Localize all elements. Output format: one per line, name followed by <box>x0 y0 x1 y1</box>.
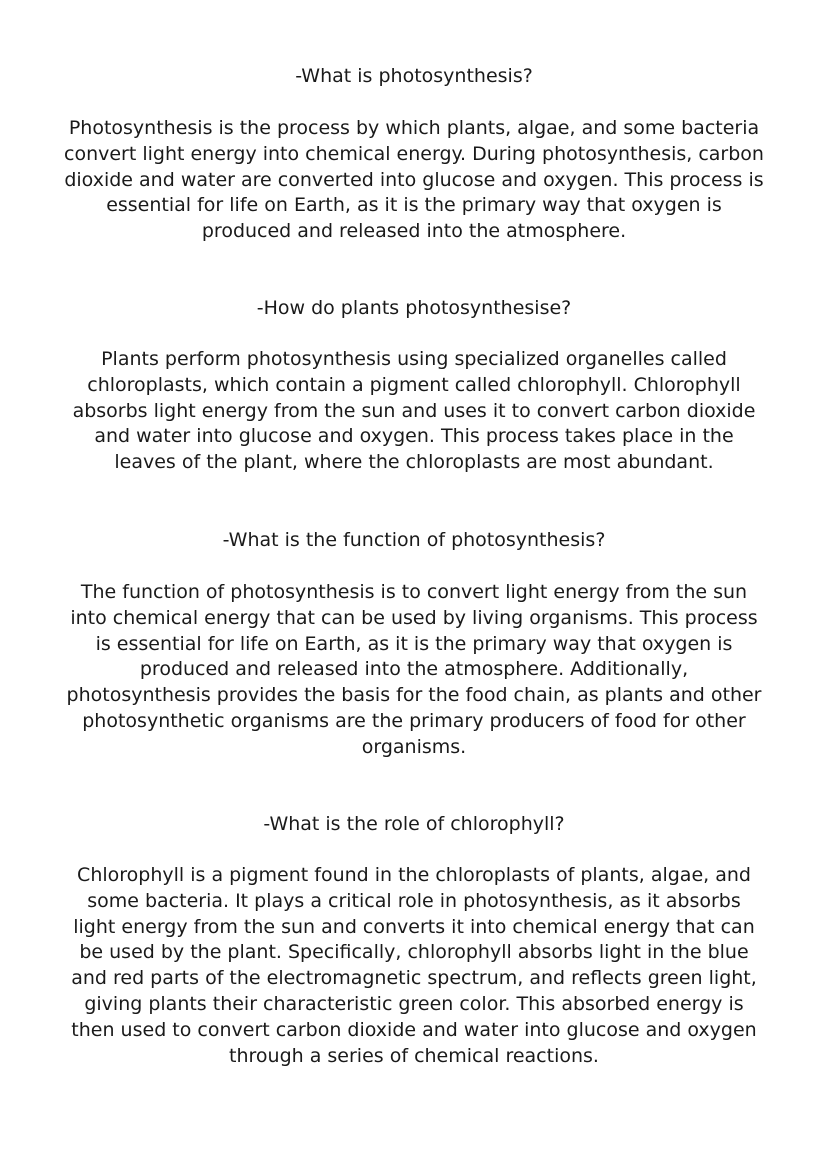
paragraph-line: be used by the plant. Specifically, chlorophyll absorbs light in the blue <box>79 941 749 964</box>
paragraph-line: giving plants their characteristic green color. This absorbed energy is <box>84 992 744 1015</box>
paragraph-line: and water into glucose and oxygen. This process takes place in the <box>94 425 734 448</box>
paragraph-line: organisms. <box>361 735 467 758</box>
section-heading-chlorophyll: -What is the role of chlorophyll? <box>263 813 565 835</box>
paragraph-line: Plants perform photosynthesis using specialized organelles called <box>101 348 727 370</box>
paragraph-line: Photosynthesis is the process by which plants, algae, and some bacteria <box>68 117 760 139</box>
paragraph-line: The function of photosynthesis is to convert light energy from the sun <box>80 581 748 603</box>
paragraph-line: into chemical energy that can be used by living organisms. This process <box>70 606 758 629</box>
paragraph-line: produced and released into the atmosphere. <box>201 220 627 243</box>
paragraph-line: and red parts of the electromagnetic spectrum, and reflects green light, <box>71 967 757 990</box>
paragraph-line: photosynthetic organisms are the primary producers of food for other <box>82 709 746 732</box>
section-heading-function: -What is the function of photosynthesis? <box>222 529 606 551</box>
paragraph-line: chloroplasts, which contain a pigment called chlorophyll. Chlorophyll <box>87 373 741 396</box>
section-paragraph-chlorophyll <box>40 863 788 1069</box>
section-heading-how-plants: -How do plants photosynthesise? <box>256 297 572 319</box>
paragraph-line: then used to convert carbon dioxide and water into glucose and oxygen <box>71 1018 757 1041</box>
paragraph-line: light energy from the sun and converts it into chemical energy that can <box>73 915 755 938</box>
paragraph-line: leaves of the plant, where the chloroplasts are most abundant. <box>114 451 714 474</box>
paragraph-line: some bacteria. It plays a critical role in photosynthesis, as it absorbs <box>87 889 741 912</box>
paragraph-line: dioxide and water are converted into glucose and oxygen. This process is <box>64 168 764 191</box>
paragraph-line: photosynthesis provides the basis for the food chain, as plants and other <box>66 684 762 707</box>
paragraph-line: essential for life on Earth, as it is the primary way that oxygen is <box>106 194 722 217</box>
paragraph-line: through a series of chemical reactions. <box>229 1044 599 1067</box>
section-paragraph-how-plants <box>40 347 788 476</box>
section-paragraph-photosynthesis <box>40 116 788 245</box>
paragraph-line: produced and released into the atmosphere. Additionally, <box>139 658 689 681</box>
paragraph-line: absorbs light energy from the sun and uses it to convert carbon dioxide <box>72 399 756 422</box>
paragraph-line: Chlorophyll is a pigment found in the chloroplasts of plants, algae, and <box>77 864 751 886</box>
paragraph-line: is essential for life on Earth, as it is the primary way that oxygen is <box>95 632 733 655</box>
section-heading-photosynthesis: -What is photosynthesis? <box>295 65 533 87</box>
section-paragraph-function <box>40 580 788 761</box>
paragraph-line: convert light energy into chemical energy. During photosynthesis, carbon <box>64 142 764 165</box>
